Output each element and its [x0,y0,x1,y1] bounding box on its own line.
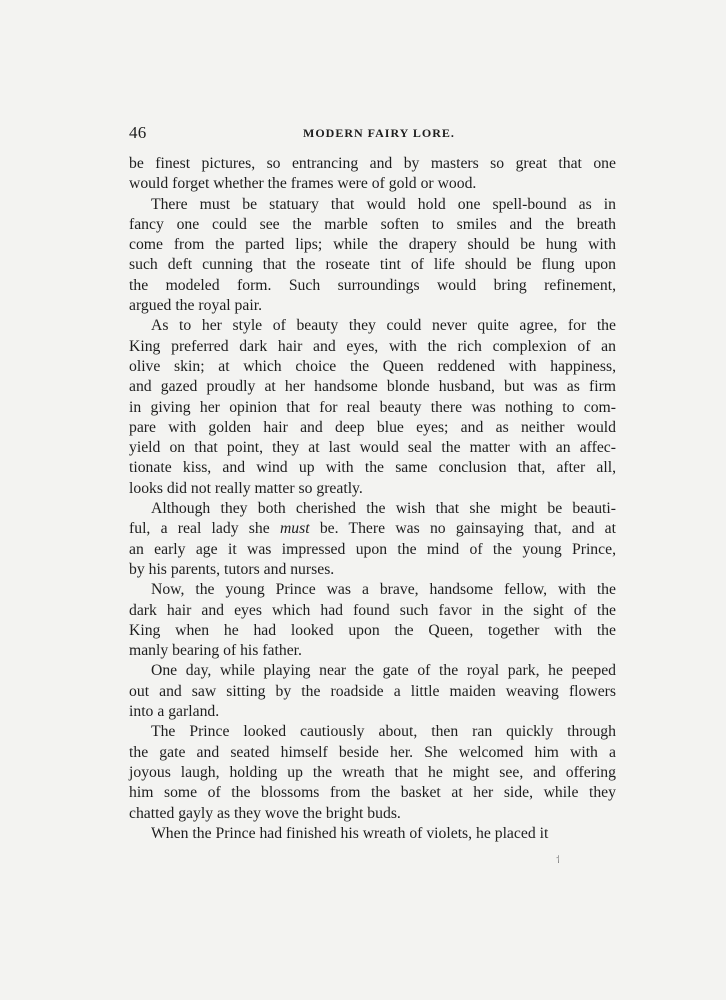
text-line: There must be statuary that would hold one spell-bound as in [151,195,616,213]
text-line: him some of the blossoms from the basket at her side, while they [129,784,616,802]
emphasized-word: must [279,520,310,538]
text-line: chatted gayly as they wove the bright buds. [129,804,401,822]
text-line: out and saw sitting by the roadside a little maiden weaving flowers [129,682,616,700]
text-line: would forget whether the frames were of gold or wood. [129,175,477,193]
text-line-with-emphasis [129,519,616,539]
text-line: and gazed proudly at her handsome blonde husband, but was as firm [129,378,616,396]
text-line: As to her style of beauty they could never quite agree, for the [151,317,616,335]
text-line: such deft cunning that the roseate tint of life should be flung upon [129,256,616,274]
text-line: looks did not really matter so greatly. [129,479,363,497]
text-line: Although they both cherished the wish that she might be beauti- [151,500,616,518]
text-line: dark hair and eyes which had found such favor in the sight of the [129,601,616,619]
ink-speck: ⸶ [556,855,561,866]
text-line: King preferred dark hair and eyes, with the rich complexion of an [129,337,616,355]
text-line: One day, while playing near the gate of the royal park, he peeped [151,662,616,680]
text-line: olive skin; at which choice the Queen reddened with happiness, [129,357,616,375]
text-line: tionate kiss, and wind up with the same conclusion that, after all, [129,459,616,477]
text-line: into a garland. [129,703,220,721]
text-line: When the Prince had finished his wreath of violets, he placed it [151,824,549,842]
text-line: the gate and seated himself beside her. She welcomed him with a [129,743,616,761]
text-line: yield on that point, they at last would seal the matter with an affec- [129,439,616,457]
page-header [129,123,616,147]
text-line: in giving her opinion that for real beauty there was nothing to com- [129,398,616,416]
text-line: joyous laugh, holding up the wreath that he might see, and offering [129,763,616,781]
text-line: be finest pictures, so entrancing and by masters so great that one [129,155,616,172]
page-number: 46 [129,123,147,142]
text-line: fancy one could see the marble soften to smiles and the breath [129,215,616,233]
text-line: come from the parted lips; while the drapery should be hung with [129,236,616,254]
text-segment: ful, a real lady she [129,520,280,538]
text-line: Now, the young Prince was a brave, handsome fellow, with the [151,581,616,599]
text-line: King when he had looked upon the Queen, together with the [129,621,616,639]
text-line: The Prince looked cautiously about, then ran quickly through [151,723,616,741]
text-line: the modeled form. Such surroundings would bring refinement, [129,276,616,294]
text-line: an early age it was impressed upon the mind of the young Prince, [129,540,616,558]
body-text [129,154,616,844]
text-line: argued the royal pair. [129,297,263,315]
running-title: MODERN FAIRY LORE. [303,126,455,140]
text-line: pare with golden hair and deep blue eyes; and as neither would [129,418,616,436]
text-line: by his parents, tutors and nurses. [129,560,335,578]
text-segment: be. There was no gainsaying that, and at [309,520,616,538]
text-line: manly bearing of his father. [129,642,302,660]
